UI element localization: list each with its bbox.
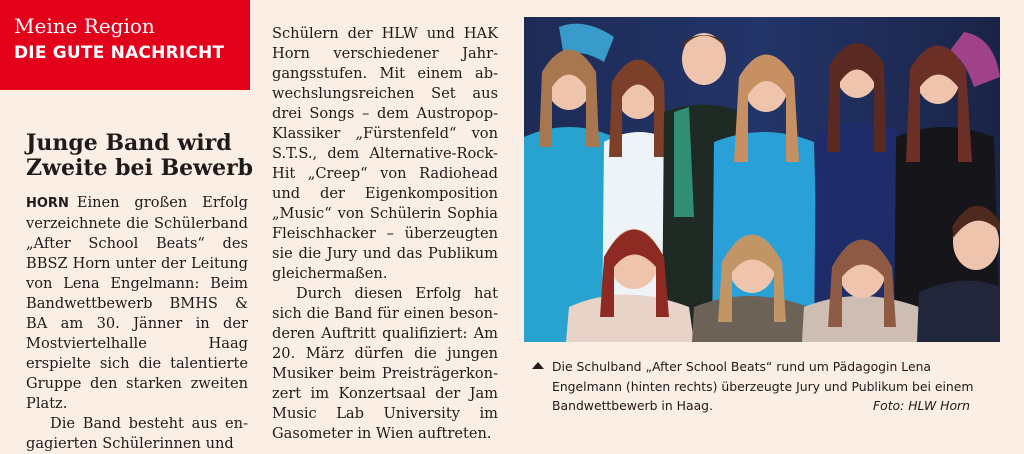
region-banner (0, 0, 250, 90)
section-tag: DIE GUTE NACHRICHT (14, 43, 225, 63)
region-label: Meine Region (14, 14, 155, 38)
article-paragraph-2-continued: Schülern der HLW und HAK Horn verschiedener Jahrgangsstufen. Mit einem abwechslungsreichen Set aus drei Songs – dem Austropop-Klassiker „Fürstenfeld“ von S.T.S., dem Alternative-Rock-Hit „Creep“ von Radiohead und der Eigenkomposition „Music“ von Schülerin Sophia Fleischhacker – überzeugten sie die Jury und das Publikum gleichermaßen. (272, 25, 498, 282)
article-column-2 (272, 24, 498, 444)
caption-triangle-icon (532, 362, 544, 369)
band-photo (524, 17, 1000, 342)
article-headline: Junge Band wird Zweite bei Bewerb (26, 130, 254, 181)
article-paragraph-1 (26, 193, 248, 414)
caption-text: Die Schulband „After School Beats“ rund um Pädagogin Lena Engelmann (hinten rechts) überzeugte Jury und Publikum bei einem Bandwettbewerb in Haag. (552, 359, 974, 413)
dateline: HORN (26, 196, 69, 211)
paragraph-1-text: Einen großen Erfolg verzeichnete die Schülerband „After School Beats“ des BBSZ Horn unter der Leitung von Lena Engelmann: Beim Bandwettbewerb BMHS & BA am 30. Jänner in der Mostviertelhalle Haag erspielte sich die talentierte Gruppe den starken zweiten Platz. (26, 194, 248, 412)
article-paragraph-3: Durch diesen Erfolg hat sich die Band für einen besonderen Auftritt qualifiziert: Am 20. März dürfen die jungen Musiker beim Preisträgerkonzert im Konzertsaal der Jam Music Lab University im Gasometer in Wien auftreten. (272, 285, 498, 442)
article-column-1 (26, 193, 248, 454)
photo-credit: Foto: HLW Horn (872, 398, 970, 413)
photo-caption (532, 357, 1002, 416)
band-photo-illustration (524, 17, 1000, 342)
article-paragraph-2-start: Die Band besteht aus engagierten Schülerinnen und (26, 415, 248, 452)
